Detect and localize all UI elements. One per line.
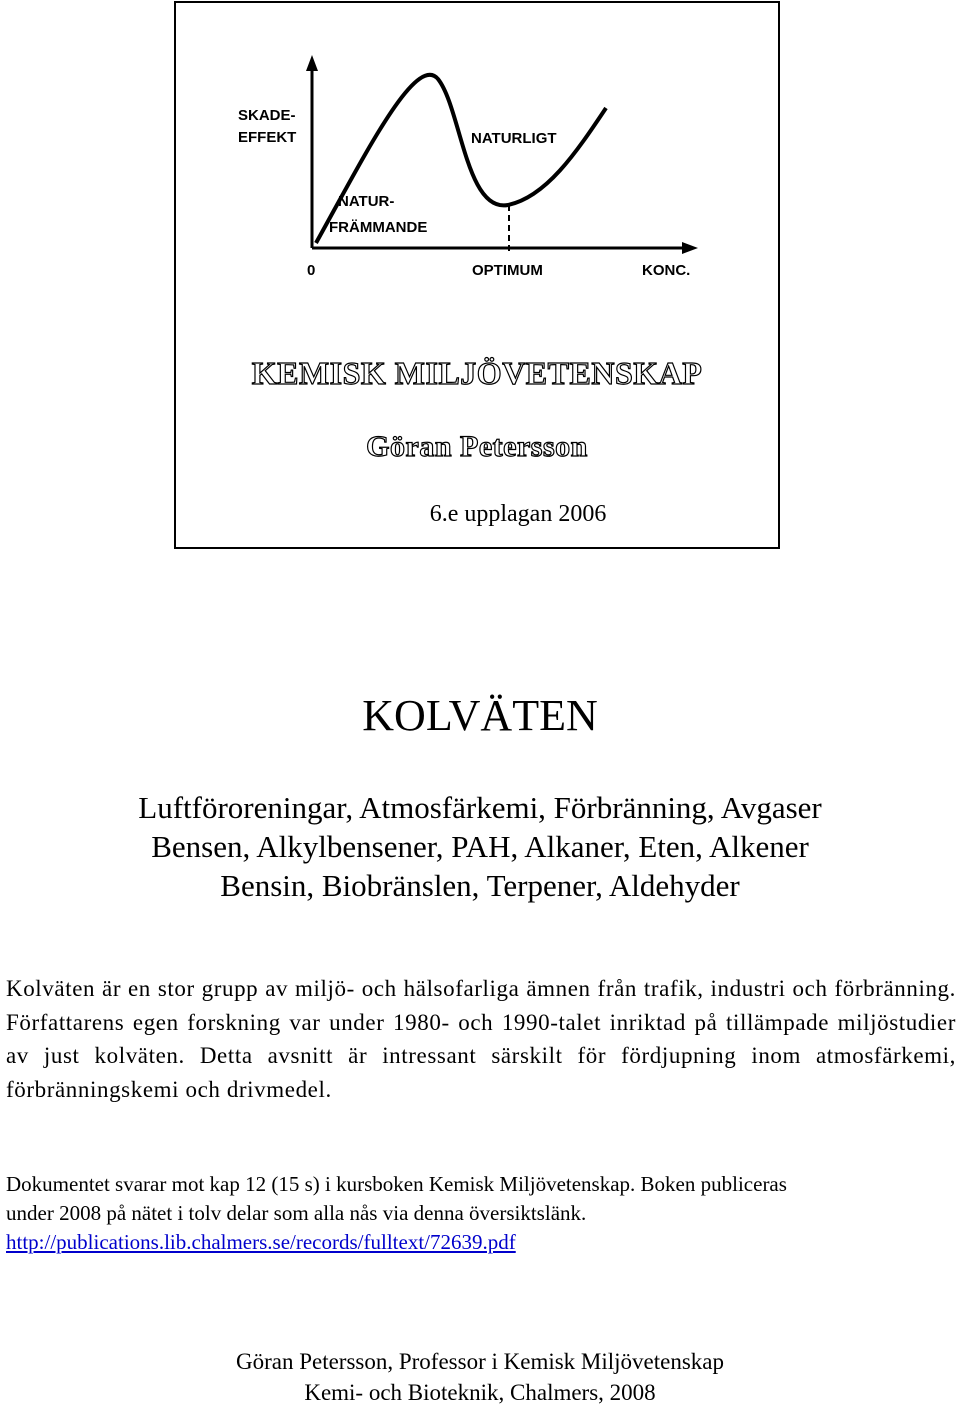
- document-note-line1: Dokumentet svarar mot kap 12 (15 s) i kursboken Kemisk Miljövetenskap. Boken publiceras: [6, 1172, 787, 1196]
- x-optimum-label: OPTIMUM: [472, 262, 543, 279]
- topic-line-2: Bensen, Alkylbensener, PAH, Alkaner, Eten, Alkener: [151, 829, 809, 864]
- label-natural: NATURLIGT: [471, 130, 557, 147]
- y-label-line2: EFFEKT: [238, 129, 297, 146]
- label-foreign-line1: NATUR-: [338, 193, 395, 210]
- footer-affiliation: Kemi- och Bioteknik, Chalmers, 2008: [304, 1380, 656, 1405]
- footer: [0, 1346, 960, 1408]
- y-label-line1: SKADE-: [238, 107, 296, 124]
- edition-label: 6.e upplagan 2006: [429, 501, 607, 527]
- damage-curve: [316, 75, 606, 243]
- topic-list: [0, 788, 960, 905]
- cover-book-title: KEMISK MILJÖVETENSKAP: [251, 355, 703, 391]
- cover-frame: [174, 1, 780, 549]
- x-axis-label: KONC.: [642, 262, 691, 279]
- topic-line-1: Luftföroreningar, Atmosfärkemi, Förbränning, Avgaser: [138, 790, 822, 825]
- x-origin-label: 0: [307, 262, 316, 279]
- footer-author: Göran Petersson, Professor i Kemisk Miljövetenskap: [235, 1349, 725, 1374]
- dose-response-diagram: [176, 3, 782, 303]
- label-foreign-line2: FRÄMMANDE: [329, 219, 428, 236]
- page-title: KOLVÄTEN: [362, 691, 598, 740]
- fulltext-link[interactable]: http://publications.lib.chalmers.se/records/fulltext/72639.pdf: [6, 1230, 516, 1254]
- x-axis-arrowhead: [682, 242, 698, 254]
- intro-paragraph: Kolväten är en stor grupp av miljö- och hälsofarliga ämnen från trafik, industri och förbränning. Författarens egen forskning var under 1980- och 1990-talet inriktad på tillämpade miljöstudier av just kolväten. Detta avsnitt är intressant särskilt för fördjupning inom atmosfärkemi, förbränningskemi och drivmedel.: [6, 976, 956, 1102]
- document-note-line2: under 2008 på nätet i tolv delar som alla nås via denna översiktslänk.: [6, 1201, 587, 1225]
- document-note: [6, 1170, 960, 1257]
- topic-line-3: Bensin, Biobränslen, Terpener, Aldehyder: [220, 868, 740, 903]
- cover-author: Göran Petersson: [366, 430, 588, 463]
- y-axis-arrowhead: [306, 55, 318, 71]
